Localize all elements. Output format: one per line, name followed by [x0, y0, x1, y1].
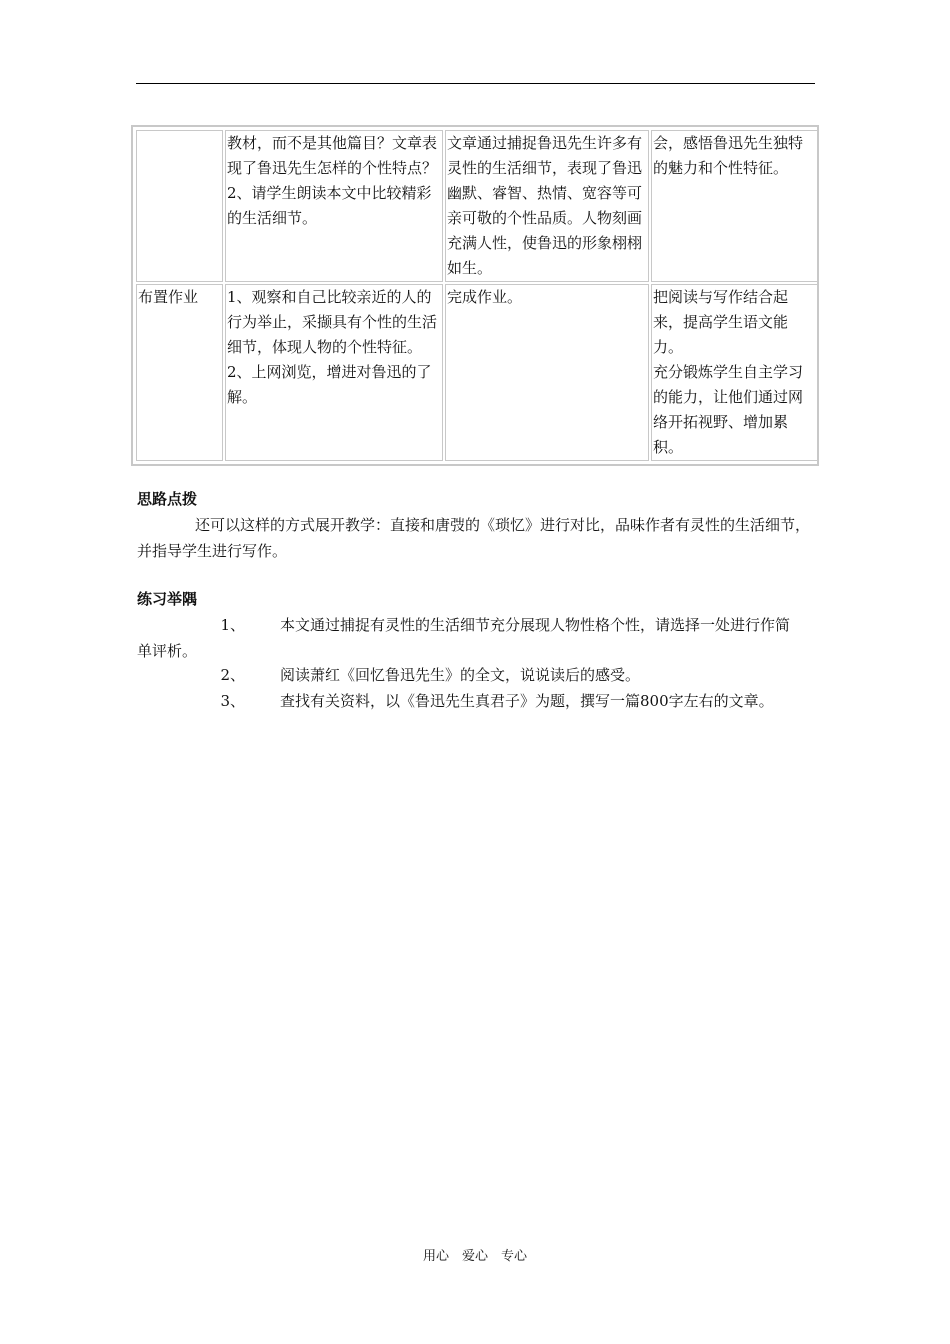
- page-footer: 用心 爱心 专心: [422, 1249, 527, 1264]
- cell-text: 文章通过捕捉鲁迅先生许多有灵性的生活细节，表现了鲁迅幽默、睿智、热情、宽容等可亲可敬的个性品质。人物刻画充满人性，使鲁迅的形象栩栩如生。: [447, 134, 643, 277]
- item-number: 3、: [220, 692, 245, 710]
- item-number: 1、: [220, 616, 245, 634]
- table-cell-teacher-activity: [225, 130, 443, 282]
- cell-text: 1、观察和自己比较亲近的人的行为举止，采撷具有个性的生活细节，体现人物的个性特征。: [227, 288, 438, 356]
- cell-text: 布置作业: [138, 288, 199, 306]
- item-number: 2、: [220, 666, 245, 684]
- item-text: 阅读萧红《回忆鲁迅先生》的全文，说说读后的感受。: [280, 666, 641, 684]
- thinking-paragraph: 还可以这样的方式展开教学：直接和唐弢的《琐忆》进行对比，品味作者有灵性的生活细节，并指导学生进行写作。: [137, 516, 811, 560]
- item-text: 查找有关资料，以《鲁迅先生真君子》为题，撰写一篇800字左右的文章。: [280, 692, 774, 710]
- practice-item: [137, 662, 815, 688]
- cell-text: 教材，而不是其他篇目？文章表现了鲁迅先生怎样的个性特点？: [227, 134, 438, 177]
- item-text: 本文通过捕捉有灵性的生活细节充分展现人物性格个性，请选择一处进行作简: [280, 616, 791, 634]
- table-row: [136, 284, 818, 461]
- table-cell-intent: [651, 130, 818, 282]
- table-cell-teacher-activity: [225, 284, 443, 461]
- cell-text: 完成作业。: [447, 288, 523, 306]
- table-cell-intent: [651, 284, 818, 461]
- cell-text: 充分锻炼学生自主学习的能力，让他们通过网络开拓视野、增加累积。: [653, 363, 804, 456]
- lesson-plan-table: [131, 125, 819, 466]
- cell-text: 会，感悟鲁迅先生独特的魅力和个性特征。: [653, 134, 804, 177]
- header-rule: [136, 83, 815, 84]
- table-cell-student-activity: [445, 130, 649, 282]
- practice-item: [137, 688, 815, 714]
- section-title-thinking: 思路点拨: [137, 490, 198, 508]
- table-row: [136, 130, 818, 282]
- table-cell-student-activity: [445, 284, 649, 461]
- cell-text: 把阅读与写作结合起来，提高学生语文能力。: [653, 288, 789, 356]
- table-cell-stage: [136, 130, 223, 282]
- practice-item: [137, 612, 815, 664]
- cell-text: 2、上网浏览，增进对鲁迅的了解。: [227, 363, 432, 406]
- item-text-continued: 单评析。: [137, 642, 198, 660]
- section-title-practice: 练习举隅: [137, 590, 198, 608]
- table-cell-stage: [136, 284, 223, 461]
- cell-text: 2、请学生朗读本文中比较精彩的生活细节。: [227, 184, 432, 227]
